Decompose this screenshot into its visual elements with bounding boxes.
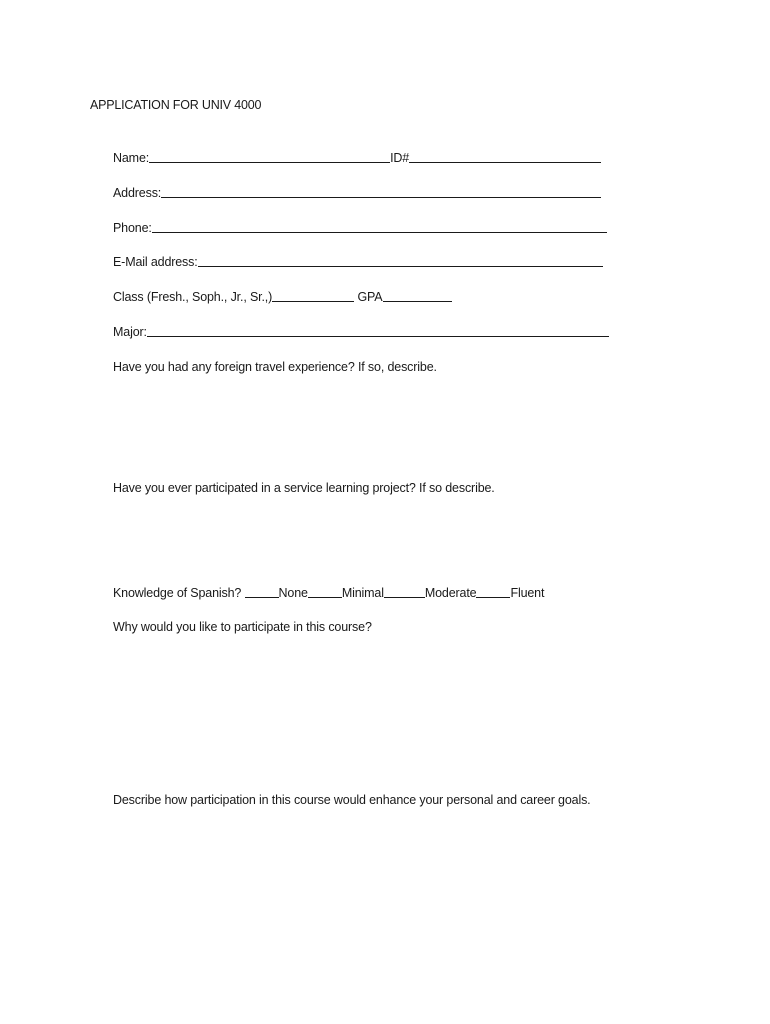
major-label: Major: — [113, 325, 147, 339]
phone-field[interactable] — [152, 221, 607, 233]
name-field[interactable] — [149, 151, 390, 163]
gpa-label: GPA — [357, 290, 383, 304]
spanish-option-moderate: Moderate — [424, 586, 477, 600]
address-row — [113, 186, 601, 200]
name-label: Name: — [113, 151, 150, 165]
spanish-moderate-field[interactable] — [384, 586, 425, 598]
major-row — [113, 325, 609, 339]
spanish-none-field[interactable] — [245, 586, 279, 598]
phone-row — [113, 221, 607, 235]
question-career-goals: Describe how participation in this course would enhance your personal and career goals. — [113, 793, 591, 807]
major-field[interactable] — [147, 325, 609, 337]
phone-label: Phone: — [113, 221, 152, 235]
class-field[interactable] — [272, 290, 354, 302]
class-label: Class (Fresh., Soph., Jr., Sr.,) — [113, 290, 273, 304]
name-row — [113, 151, 601, 165]
question-service-learning: Have you ever participated in a service learning project? If so describe. — [113, 481, 495, 495]
address-field[interactable] — [161, 186, 601, 198]
address-label: Address: — [113, 186, 162, 200]
id-field[interactable] — [409, 151, 601, 163]
email-field[interactable] — [198, 255, 603, 267]
spanish-option-minimal: Minimal — [341, 586, 384, 600]
gpa-field[interactable] — [383, 290, 452, 302]
spanish-fluent-field[interactable] — [476, 586, 510, 598]
question-why-participate: Why would you like to participate in this course? — [113, 620, 372, 634]
spanish-option-fluent: Fluent — [510, 586, 545, 600]
form-title: APPLICATION FOR UNIV 4000 — [90, 98, 262, 112]
spanish-option-none: None — [278, 586, 308, 600]
id-label: ID# — [390, 151, 410, 165]
email-label: E-Mail address: — [113, 255, 198, 269]
spanish-minimal-field[interactable] — [308, 586, 342, 598]
email-row — [113, 255, 603, 269]
spanish-label: Knowledge of Spanish? — [113, 586, 242, 600]
spanish-knowledge-row — [113, 586, 544, 600]
question-foreign-travel: Have you had any foreign travel experience? If so, describe. — [113, 360, 437, 374]
class-gpa-row — [113, 290, 452, 304]
